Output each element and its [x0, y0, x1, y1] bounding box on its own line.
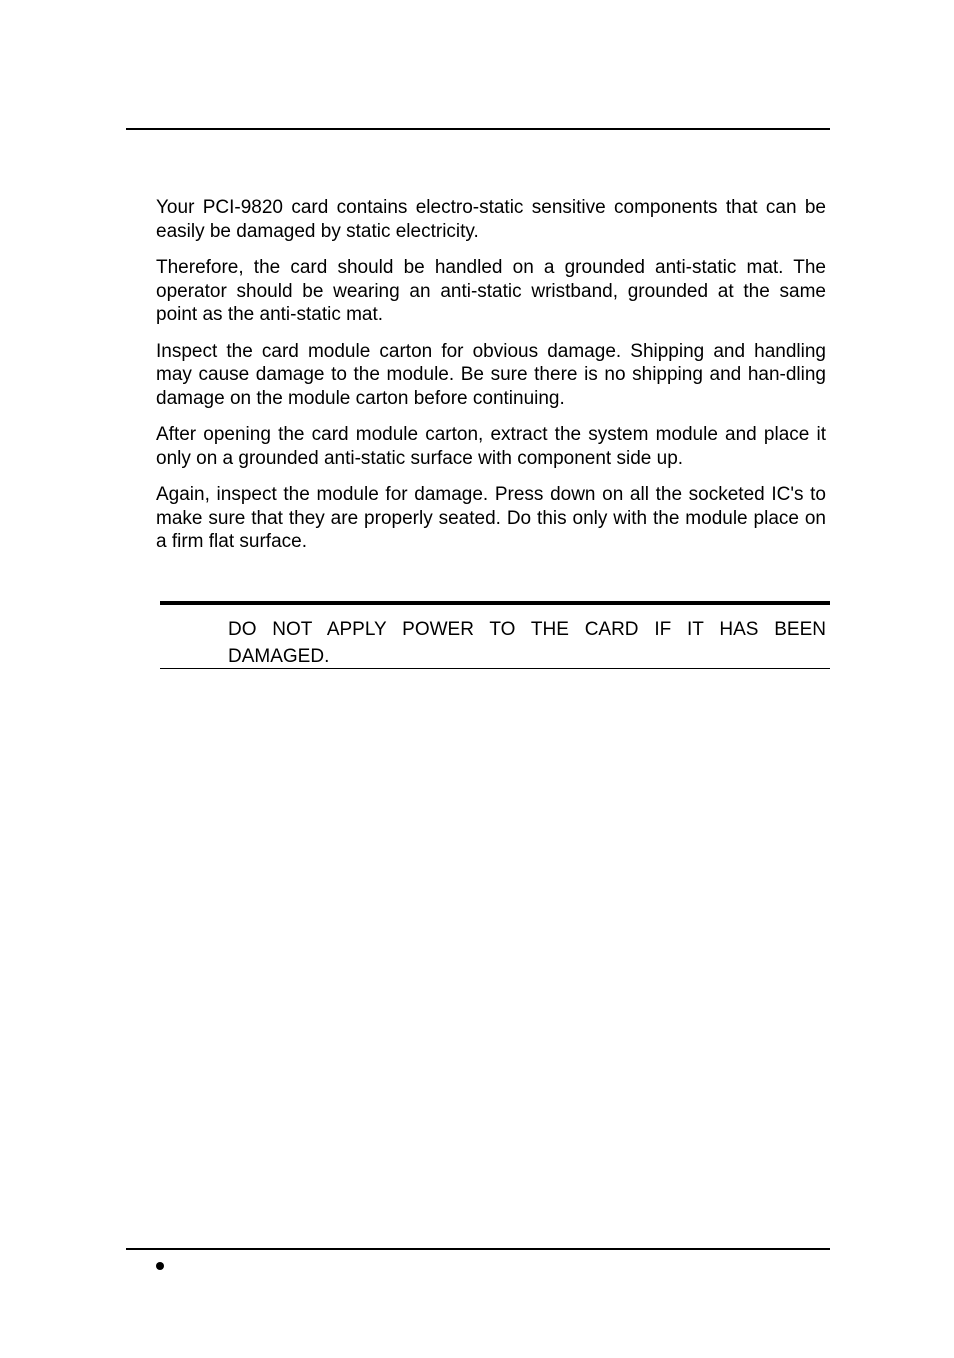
paragraph-inspect-module: Again, inspect the module for damage. Press down on all the socketed IC's to make sure that they are properly seated. Do this only with the module place on a firm flat surface.: [156, 484, 826, 552]
footer-rule: [126, 1248, 830, 1250]
paragraph-intro: Your PCI-9820 card contains electro-static sensitive components that can be easily be damaged by static electricity.: [156, 197, 826, 242]
footer-bullet-icon: [156, 1262, 164, 1270]
paragraph-handling: Therefore, the card should be handled on a grounded anti-static mat. The operator should be wearing an anti-static wristband, grounded at the same point as the anti-static mat.: [156, 257, 826, 325]
warning-text: DO NOT APPLY POWER TO THE CARD IF IT HAS BEEN DAMAGED.: [228, 619, 826, 667]
paragraph-unpack: After opening the card module carton, extract the system module and place it only on a grounded anti-static surface with component side up.: [156, 424, 826, 469]
warning-notice: [160, 601, 830, 669]
paragraph-inspect-carton: Inspect the card module carton for obvious damage. Shipping and handling may cause damage to the module. Be sure there is no shipping and han-dling damage on the module carton before continuing.: [156, 340, 826, 409]
header-rule: [126, 128, 830, 130]
body-text: [156, 196, 826, 567]
